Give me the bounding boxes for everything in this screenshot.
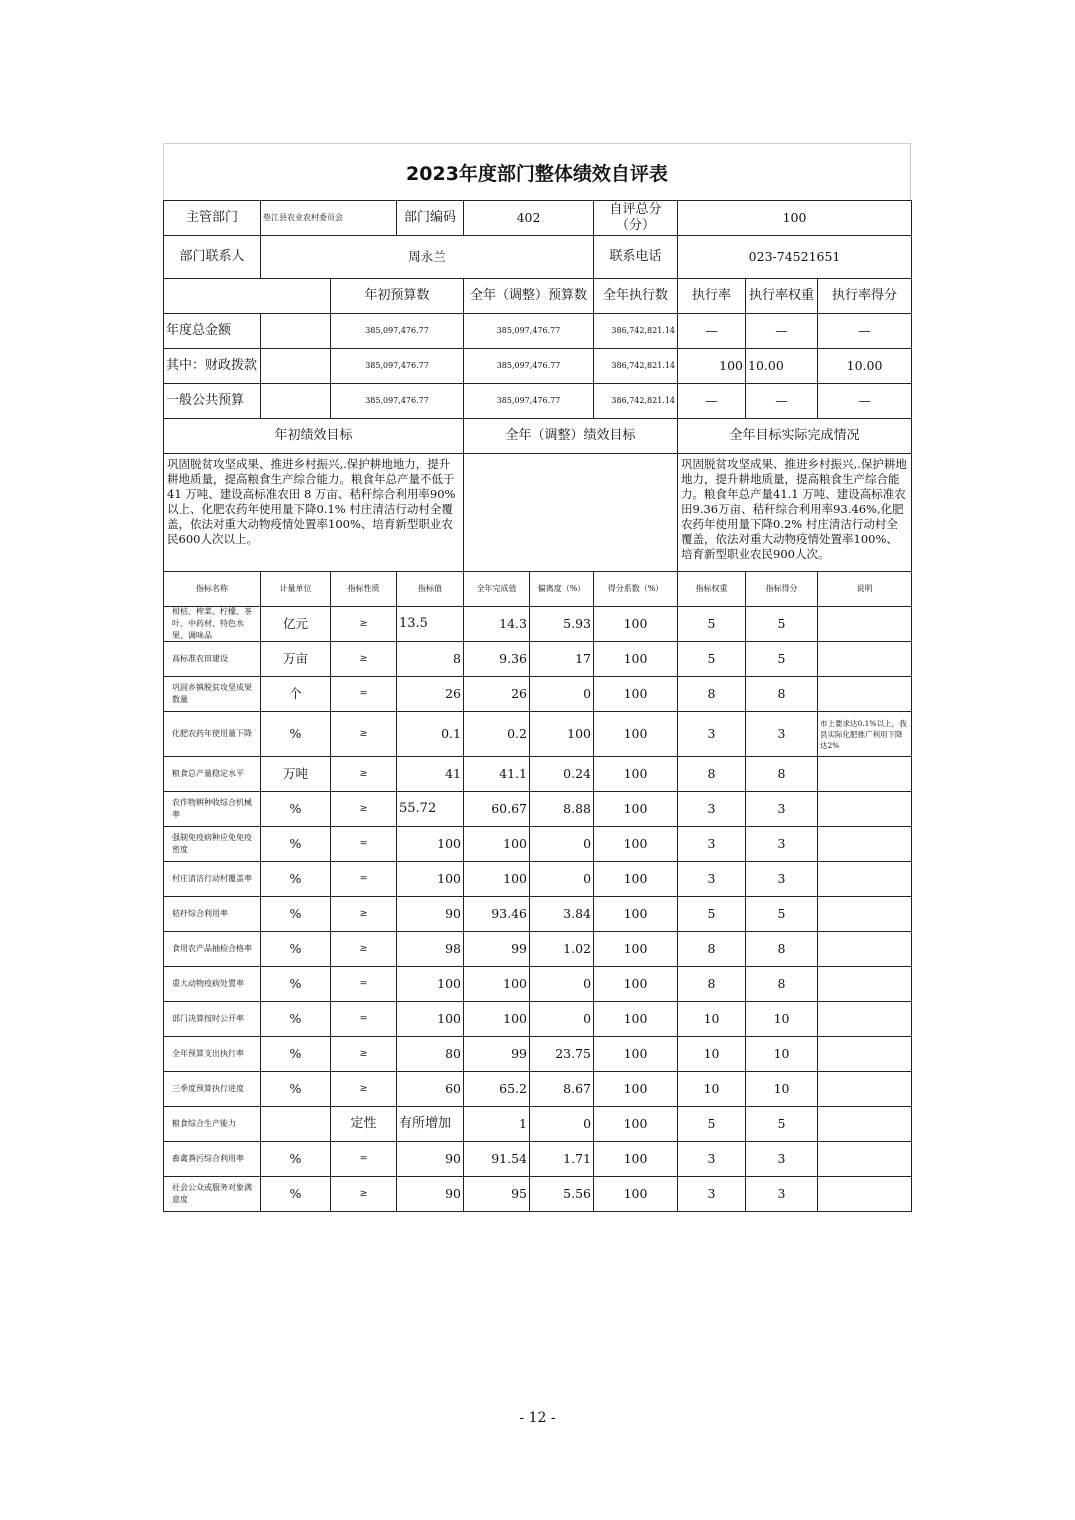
indicator-score: 3 xyxy=(746,1177,818,1212)
indicator-weight: 3 xyxy=(678,1177,746,1212)
indicator-header-0: 指标名称 xyxy=(164,572,261,607)
goals-initial-text: 巩固脱贫攻坚成果、推进乡村振兴,.保护耕地地力，提升耕地质量，提高粮食生产综合能力。粮食年总产量不低于41 万吨、建设高标准农田 8 万亩、秸秆综合利用率90%以上、化肥农药年使用量下降0.1% 村庄清洁行动村全覆盖，依法对重大动物疫情处置率100%、培育新型职业农民600人次以上。 xyxy=(164,454,464,572)
indicator-target: 有所增加 xyxy=(397,1107,464,1142)
budget-weight: 10.00 xyxy=(746,349,818,384)
indicator-score: 10 xyxy=(746,1002,818,1037)
indicator-row xyxy=(164,862,912,897)
indicator-name-text: 农作物耕种收综合机械率 xyxy=(172,798,252,819)
indicator-name xyxy=(164,827,261,862)
indicator-score: 8 xyxy=(746,967,818,1002)
indicator-actual: 60.67 xyxy=(464,792,530,827)
budget-row-label: 年度总金额 xyxy=(164,314,261,349)
indicator-unit: % xyxy=(261,967,331,1002)
indicator-coef: 100 xyxy=(594,897,678,932)
indicator-weight: 10 xyxy=(678,1072,746,1107)
indicator-nature: ≥ xyxy=(331,1177,397,1212)
indicator-coef: 100 xyxy=(594,792,678,827)
indicator-actual: 100 xyxy=(464,1002,530,1037)
indicator-actual: 99 xyxy=(464,932,530,967)
indicator-deviation: 0.24 xyxy=(530,757,594,792)
indicator-name xyxy=(164,1037,261,1072)
dept-value: 垫江县农业农村委员会 xyxy=(261,201,397,236)
indicator-coef: 100 xyxy=(594,642,678,677)
budget-score: — xyxy=(818,314,912,349)
indicator-name xyxy=(164,1142,261,1177)
budget-header-executed: 全年执行数 xyxy=(594,279,678,314)
goals-initial-header: 年初绩效目标 xyxy=(164,419,464,454)
indicator-score: 5 xyxy=(746,897,818,932)
indicator-row xyxy=(164,792,912,827)
indicator-name-text: 重大动物疫病处置率 xyxy=(172,979,244,988)
indicator-target: 80 xyxy=(397,1037,464,1072)
indicator-unit: 万吨 xyxy=(261,757,331,792)
indicator-weight: 8 xyxy=(678,967,746,1002)
indicator-nature: ≥ xyxy=(331,932,397,967)
indicator-target: 98 xyxy=(397,932,464,967)
indicator-unit: % xyxy=(261,932,331,967)
indicator-unit: % xyxy=(261,712,331,757)
indicator-name-text: 村庄清洁行动村覆盖率 xyxy=(172,874,252,883)
budget-row-label: 其中：财政拨款 xyxy=(164,349,261,384)
indicator-weight: 8 xyxy=(678,757,746,792)
indicator-unit: 万亩 xyxy=(261,642,331,677)
indicator-row xyxy=(164,1142,912,1177)
indicator-name xyxy=(164,1177,261,1212)
budget-score: 10.00 xyxy=(818,349,912,384)
indicator-note xyxy=(818,827,912,862)
indicator-unit xyxy=(261,1107,331,1142)
indicator-actual: 0.2 xyxy=(464,712,530,757)
indicator-nature: ≥ xyxy=(331,642,397,677)
indicator-deviation: 1.71 xyxy=(530,1142,594,1177)
indicator-score: 10 xyxy=(746,1037,818,1072)
indicator-weight: 3 xyxy=(678,792,746,827)
indicator-unit: % xyxy=(261,1002,331,1037)
indicator-nature: ≥ xyxy=(331,1037,397,1072)
budget-adjusted: 385,097,476.77 xyxy=(464,314,594,349)
indicator-nature: = xyxy=(331,677,397,712)
indicator-note xyxy=(818,1002,912,1037)
goals-text-row xyxy=(164,454,912,572)
indicator-score: 3 xyxy=(746,1142,818,1177)
indicator-note xyxy=(818,897,912,932)
indicator-header-9: 说明 xyxy=(818,572,912,607)
dept-label: 主管部门 xyxy=(164,201,261,236)
indicator-header-row xyxy=(164,572,912,607)
code-value: 402 xyxy=(464,201,594,236)
budget-initial: 385,097,476.77 xyxy=(331,349,464,384)
phone-value: 023-74521651 xyxy=(678,236,912,279)
indicator-target: 0.1 xyxy=(397,712,464,757)
indicator-nature: ≥ xyxy=(331,607,397,642)
evaluation-table xyxy=(163,200,912,1212)
indicator-score: 8 xyxy=(746,757,818,792)
budget-executed: 386,742,821.14 xyxy=(594,384,678,419)
indicator-header-2: 指标性质 xyxy=(331,572,397,607)
budget-score: — xyxy=(818,384,912,419)
indicator-deviation: 23.75 xyxy=(530,1037,594,1072)
indicator-note xyxy=(818,1072,912,1107)
indicator-name-text: 巩固乡镇脱贫攻坚成果数量 xyxy=(172,683,252,704)
indicator-nature: ≥ xyxy=(331,712,397,757)
indicator-target: 100 xyxy=(397,1002,464,1037)
indicator-note xyxy=(818,932,912,967)
indicator-name xyxy=(164,1072,261,1107)
indicator-header-6: 得分系数（%） xyxy=(594,572,678,607)
indicator-actual: 100 xyxy=(464,827,530,862)
indicator-nature: ≥ xyxy=(331,792,397,827)
indicator-unit: 个 xyxy=(261,677,331,712)
indicator-target: 55.72 xyxy=(397,792,464,827)
indicator-deviation: 0 xyxy=(530,862,594,897)
indicator-nature: 定性 xyxy=(331,1107,397,1142)
indicator-name xyxy=(164,677,261,712)
indicator-coef: 100 xyxy=(594,712,678,757)
indicator-actual: 100 xyxy=(464,862,530,897)
indicator-row xyxy=(164,607,912,642)
indicator-deviation: 8.67 xyxy=(530,1072,594,1107)
indicator-coef: 100 xyxy=(594,1177,678,1212)
indicator-deviation: 5.93 xyxy=(530,607,594,642)
indicator-name xyxy=(164,862,261,897)
indicator-coef: 100 xyxy=(594,1002,678,1037)
indicator-coef: 100 xyxy=(594,1107,678,1142)
indicator-weight: 3 xyxy=(678,862,746,897)
indicator-coef: 100 xyxy=(594,1037,678,1072)
indicator-note xyxy=(818,862,912,897)
page-number: - 12 - xyxy=(519,1410,556,1426)
indicator-deviation: 100 xyxy=(530,712,594,757)
indicator-row xyxy=(164,712,912,757)
budget-row xyxy=(164,349,912,384)
indicator-unit: % xyxy=(261,862,331,897)
indicator-coef: 100 xyxy=(594,932,678,967)
indicator-header-8: 指标得分 xyxy=(746,572,818,607)
indicator-row xyxy=(164,1002,912,1037)
budget-row xyxy=(164,314,912,349)
indicator-score: 5 xyxy=(746,607,818,642)
indicator-deviation: 0 xyxy=(530,677,594,712)
budget-weight: — xyxy=(746,384,818,419)
indicator-weight: 8 xyxy=(678,932,746,967)
indicator-target: 100 xyxy=(397,862,464,897)
indicator-score: 8 xyxy=(746,677,818,712)
indicator-weight: 5 xyxy=(678,897,746,932)
budget-row-label: 一般公共预算 xyxy=(164,384,261,419)
indicator-actual: 1 xyxy=(464,1107,530,1142)
indicator-row xyxy=(164,827,912,862)
indicator-nature: ≥ xyxy=(331,1072,397,1107)
indicator-name xyxy=(164,967,261,1002)
indicator-name-text: 柑桔、榨菜、柠檬、茶叶、中药材、特色水果、调味品 xyxy=(172,607,252,640)
indicator-note xyxy=(818,607,912,642)
indicator-name-text: 部门决算按时公开率 xyxy=(172,1014,244,1023)
indicator-note xyxy=(818,1177,912,1212)
indicator-coef: 100 xyxy=(594,1142,678,1177)
indicator-unit: % xyxy=(261,1037,331,1072)
indicator-unit: % xyxy=(261,897,331,932)
indicator-deviation: 5.56 xyxy=(530,1177,594,1212)
goals-adjusted-text xyxy=(464,454,678,572)
budget-header-row xyxy=(164,279,912,314)
budget-row xyxy=(164,384,912,419)
indicator-score: 5 xyxy=(746,1107,818,1142)
indicator-row xyxy=(164,642,912,677)
indicator-name-text: 化肥农药年使用量下降 xyxy=(172,729,252,738)
indicator-note xyxy=(818,642,912,677)
indicator-name-text: 畜禽粪污综合利用率 xyxy=(172,1154,244,1163)
budget-row-blank xyxy=(261,384,331,419)
indicator-coef: 100 xyxy=(594,967,678,1002)
budget-header-blank xyxy=(164,279,331,314)
indicator-actual: 93.46 xyxy=(464,897,530,932)
indicator-weight: 8 xyxy=(678,677,746,712)
goals-actual-header: 全年目标实际完成情况 xyxy=(678,419,912,454)
indicator-deviation: 1.02 xyxy=(530,932,594,967)
indicator-actual: 99 xyxy=(464,1037,530,1072)
indicator-note xyxy=(818,792,912,827)
indicator-name xyxy=(164,897,261,932)
info-row-2 xyxy=(164,236,912,279)
indicator-coef: 100 xyxy=(594,1072,678,1107)
indicator-header-7: 指标权重 xyxy=(678,572,746,607)
indicator-deviation: 0 xyxy=(530,1107,594,1142)
budget-header-adjusted: 全年（调整）预算数 xyxy=(464,279,594,314)
indicator-header-3: 指标值 xyxy=(397,572,464,607)
indicator-deviation: 8.88 xyxy=(530,792,594,827)
indicator-name xyxy=(164,712,261,757)
indicator-score: 5 xyxy=(746,642,818,677)
indicator-name-text: 秸秆综合利用率 xyxy=(172,909,228,918)
budget-row-blank xyxy=(261,349,331,384)
indicator-note xyxy=(818,967,912,1002)
phone-label: 联系电话 xyxy=(594,236,678,279)
indicator-header-4: 全年完成值 xyxy=(464,572,530,607)
indicator-name-text: 强制免疫病种应免免疫密度 xyxy=(172,833,252,854)
indicator-nature: = xyxy=(331,1002,397,1037)
indicator-row xyxy=(164,1037,912,1072)
budget-adjusted: 385,097,476.77 xyxy=(464,349,594,384)
indicator-weight: 3 xyxy=(678,1142,746,1177)
budget-executed: 386,742,821.14 xyxy=(594,314,678,349)
indicator-row xyxy=(164,897,912,932)
indicator-name xyxy=(164,932,261,967)
indicator-note xyxy=(818,1142,912,1177)
indicator-name xyxy=(164,757,261,792)
indicator-actual: 9.36 xyxy=(464,642,530,677)
indicator-deviation: 0 xyxy=(530,1002,594,1037)
indicator-target: 41 xyxy=(397,757,464,792)
indicator-coef: 100 xyxy=(594,757,678,792)
indicator-unit: 亿元 xyxy=(261,607,331,642)
indicator-name-text: 三季度预算执行进度 xyxy=(172,1084,244,1093)
indicator-name xyxy=(164,642,261,677)
indicator-row xyxy=(164,1072,912,1107)
indicator-row xyxy=(164,1177,912,1212)
indicator-weight: 3 xyxy=(678,827,746,862)
goals-adjusted-header: 全年（调整）绩效目标 xyxy=(464,419,678,454)
indicator-note xyxy=(818,1037,912,1072)
budget-executed: 386,742,821.14 xyxy=(594,349,678,384)
indicator-weight: 5 xyxy=(678,607,746,642)
indicator-nature: = xyxy=(331,862,397,897)
indicator-coef: 100 xyxy=(594,827,678,862)
indicator-deviation: 17 xyxy=(530,642,594,677)
indicator-unit: % xyxy=(261,1142,331,1177)
indicator-weight: 5 xyxy=(678,642,746,677)
contact-value: 周永兰 xyxy=(261,236,594,279)
score-label: 自评总分（分） xyxy=(594,201,678,236)
indicator-target: 13.5 xyxy=(397,607,464,642)
indicator-name xyxy=(164,1002,261,1037)
indicator-deviation: 3.84 xyxy=(530,897,594,932)
indicator-header-5: 偏离度（%） xyxy=(530,572,594,607)
indicator-row xyxy=(164,932,912,967)
indicator-score: 8 xyxy=(746,932,818,967)
indicator-coef: 100 xyxy=(594,677,678,712)
code-label: 部门编码 xyxy=(397,201,464,236)
indicator-actual: 100 xyxy=(464,967,530,1002)
indicator-nature: ≥ xyxy=(331,897,397,932)
indicator-name xyxy=(164,792,261,827)
indicator-weight: 3 xyxy=(678,712,746,757)
indicator-row xyxy=(164,967,912,1002)
indicator-note xyxy=(818,1107,912,1142)
indicator-name-text: 全年预算支出执行率 xyxy=(172,1049,244,1058)
indicator-deviation: 0 xyxy=(530,967,594,1002)
indicator-unit: % xyxy=(261,827,331,862)
indicator-unit: % xyxy=(261,1072,331,1107)
indicator-name-text: 高标准农田建设 xyxy=(172,654,228,663)
indicator-row xyxy=(164,1107,912,1142)
contact-label: 部门联系人 xyxy=(164,236,261,279)
indicator-name xyxy=(164,607,261,642)
budget-header-initial: 年初预算数 xyxy=(331,279,464,314)
indicator-name-text: 食用农产品抽检合格率 xyxy=(172,944,252,953)
indicator-name xyxy=(164,1107,261,1142)
evaluation-sheet xyxy=(163,143,911,1212)
budget-rate: — xyxy=(678,314,746,349)
indicator-actual: 91.54 xyxy=(464,1142,530,1177)
indicator-nature: = xyxy=(331,967,397,1002)
budget-row-blank xyxy=(261,314,331,349)
indicator-note xyxy=(818,757,912,792)
indicator-coef: 100 xyxy=(594,862,678,897)
indicator-actual: 41.1 xyxy=(464,757,530,792)
indicator-deviation: 0 xyxy=(530,827,594,862)
indicator-score: 3 xyxy=(746,792,818,827)
indicator-row xyxy=(164,677,912,712)
goals-actual-text: 巩固脱贫攻坚成果、推进乡村振兴,.保护耕地地力，提升耕地质量，提高粮食生产综合能力。粮食年总产量41.1 万吨、建设高标准农田9.36万亩、秸秆综合利用率93.46%,化肥农药年使用量下降0.2% 村庄清洁行动村全覆盖，依法对重大动物疫情处置率100%、培育新型职业农民900人次。 xyxy=(678,454,912,572)
indicator-score: 3 xyxy=(746,862,818,897)
indicator-target: 26 xyxy=(397,677,464,712)
indicator-score: 3 xyxy=(746,827,818,862)
budget-rate: — xyxy=(678,384,746,419)
indicator-name-text: 粮食综合生产能力 xyxy=(172,1119,236,1128)
budget-header-rate: 执行率 xyxy=(678,279,746,314)
indicator-header-1: 计量单位 xyxy=(261,572,331,607)
indicator-weight: 10 xyxy=(678,1037,746,1072)
indicator-note: 市上要求达0.1%以上，我县实际化肥推广利用下降达2% xyxy=(818,712,912,757)
score-value: 100 xyxy=(678,201,912,236)
indicator-score: 3 xyxy=(746,712,818,757)
indicator-name-text: 社会公众或服务对象满意度 xyxy=(172,1183,252,1204)
indicator-score: 10 xyxy=(746,1072,818,1107)
indicator-actual: 14.3 xyxy=(464,607,530,642)
indicator-nature: = xyxy=(331,827,397,862)
indicator-target: 90 xyxy=(397,897,464,932)
indicator-nature: = xyxy=(331,1142,397,1177)
indicator-name-text: 粮食总产量稳定水平 xyxy=(172,769,244,778)
indicator-target: 100 xyxy=(397,827,464,862)
budget-initial: 385,097,476.77 xyxy=(331,314,464,349)
indicator-target: 8 xyxy=(397,642,464,677)
indicator-nature: ≥ xyxy=(331,757,397,792)
budget-header-weight: 执行率权重 xyxy=(746,279,818,314)
indicator-note xyxy=(818,677,912,712)
indicator-actual: 26 xyxy=(464,677,530,712)
indicator-actual: 95 xyxy=(464,1177,530,1212)
indicator-target: 90 xyxy=(397,1177,464,1212)
indicator-weight: 5 xyxy=(678,1107,746,1142)
sheet-title: 2023年度部门整体绩效自评表 xyxy=(163,143,911,200)
budget-rate: 100 xyxy=(678,349,746,384)
budget-initial: 385,097,476.77 xyxy=(331,384,464,419)
indicator-weight: 10 xyxy=(678,1002,746,1037)
indicator-coef: 100 xyxy=(594,607,678,642)
indicator-target: 100 xyxy=(397,967,464,1002)
budget-header-score: 执行率得分 xyxy=(818,279,912,314)
indicator-actual: 65.2 xyxy=(464,1072,530,1107)
indicator-unit: % xyxy=(261,1177,331,1212)
info-row-1 xyxy=(164,201,912,236)
indicator-target: 90 xyxy=(397,1142,464,1177)
budget-adjusted: 385,097,476.77 xyxy=(464,384,594,419)
budget-weight: — xyxy=(746,314,818,349)
goals-header-row xyxy=(164,419,912,454)
indicator-target: 60 xyxy=(397,1072,464,1107)
indicator-unit: % xyxy=(261,792,331,827)
indicator-row xyxy=(164,757,912,792)
